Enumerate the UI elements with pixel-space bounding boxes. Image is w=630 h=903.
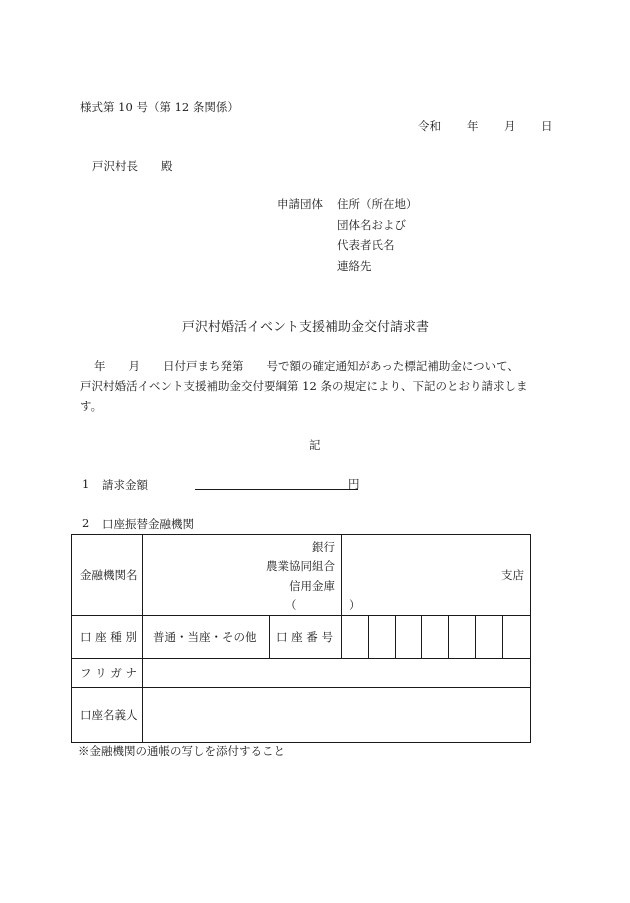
body-line-2: 戸沢村婚活イベント支援補助金交付要綱第 12 条の規定により、下記のとおり請求しま (80, 379, 528, 393)
amount-underline (195, 489, 358, 490)
account-digit-box (449, 616, 476, 659)
paren-open: （ (285, 598, 297, 612)
applicant-address-field: 住所（所在地） (337, 197, 418, 211)
bank-suffix: 銀行 (312, 540, 335, 554)
body-line-1: 年 月 日付戸まち発第 号で額の確定通知があった標記補助金について、 (94, 359, 519, 373)
table-row (72, 659, 531, 688)
paren-close: ） (349, 598, 361, 612)
item2-label: 口座振替金融機関 (102, 517, 194, 531)
table-row (72, 688, 531, 743)
applicant-representative-field: 代表者氏名 (337, 238, 395, 252)
footer-note: ※金融機関の通帳の写しを添付すること (78, 744, 285, 758)
account-digit-box (396, 616, 422, 659)
date-year: 年 (467, 119, 479, 133)
branch-suffix: 支店 (501, 568, 525, 582)
applicant-label: 申請団体 (277, 197, 323, 211)
document-body (80, 356, 558, 416)
account-digit-box (422, 616, 449, 659)
credit-suffix: 信用金庫 (289, 579, 335, 593)
ki-heading: 記 (309, 438, 321, 452)
furigana-value (143, 659, 531, 688)
fin-inst-label: 金融機関名 (72, 535, 143, 616)
account-type-label: 口 座 種 別 (72, 616, 143, 659)
date-day: 日 (541, 119, 553, 133)
item1-number: 1 (82, 477, 90, 491)
fin-inst-name-stack (143, 535, 361, 615)
applicant-organization-field: 団体名および (337, 218, 406, 232)
fin-inst-name-cell (143, 535, 361, 616)
honorific: 殿 (161, 159, 173, 173)
table-row (72, 535, 531, 616)
account-number-label: 口 座 番 号 (270, 616, 342, 659)
branch-cell (342, 535, 531, 616)
form-number: 様式第 10 号（第 12 条関係） (80, 100, 239, 114)
account-holder-label: 口座名義人 (72, 688, 143, 743)
item2-number: 2 (82, 516, 90, 530)
account-digit-box (342, 616, 369, 659)
applicant-contact-field: 連絡先 (337, 259, 372, 273)
furigana-label: フ リ ガ ナ (72, 659, 143, 688)
coop-suffix: 農業協同組合 (266, 559, 335, 573)
account-digit-box (476, 616, 503, 659)
account-digit-box (369, 616, 396, 659)
body-line-3: す。 (80, 399, 103, 413)
account-holder-value (143, 688, 531, 743)
table-row (72, 616, 531, 659)
account-digit-box (503, 616, 531, 659)
bank-info-table (71, 534, 531, 743)
item1-unit: 円 (348, 477, 360, 491)
date-month: 月 (504, 119, 516, 133)
document-title: 戸沢村婚活イベント支援補助金交付請求書 (182, 320, 430, 335)
addressee: 戸沢村長 (92, 159, 138, 173)
account-type-value: 普通・当座・その他 (143, 616, 270, 659)
item1-label: 請求金額 (102, 478, 148, 492)
date-era: 令和 (418, 119, 441, 133)
